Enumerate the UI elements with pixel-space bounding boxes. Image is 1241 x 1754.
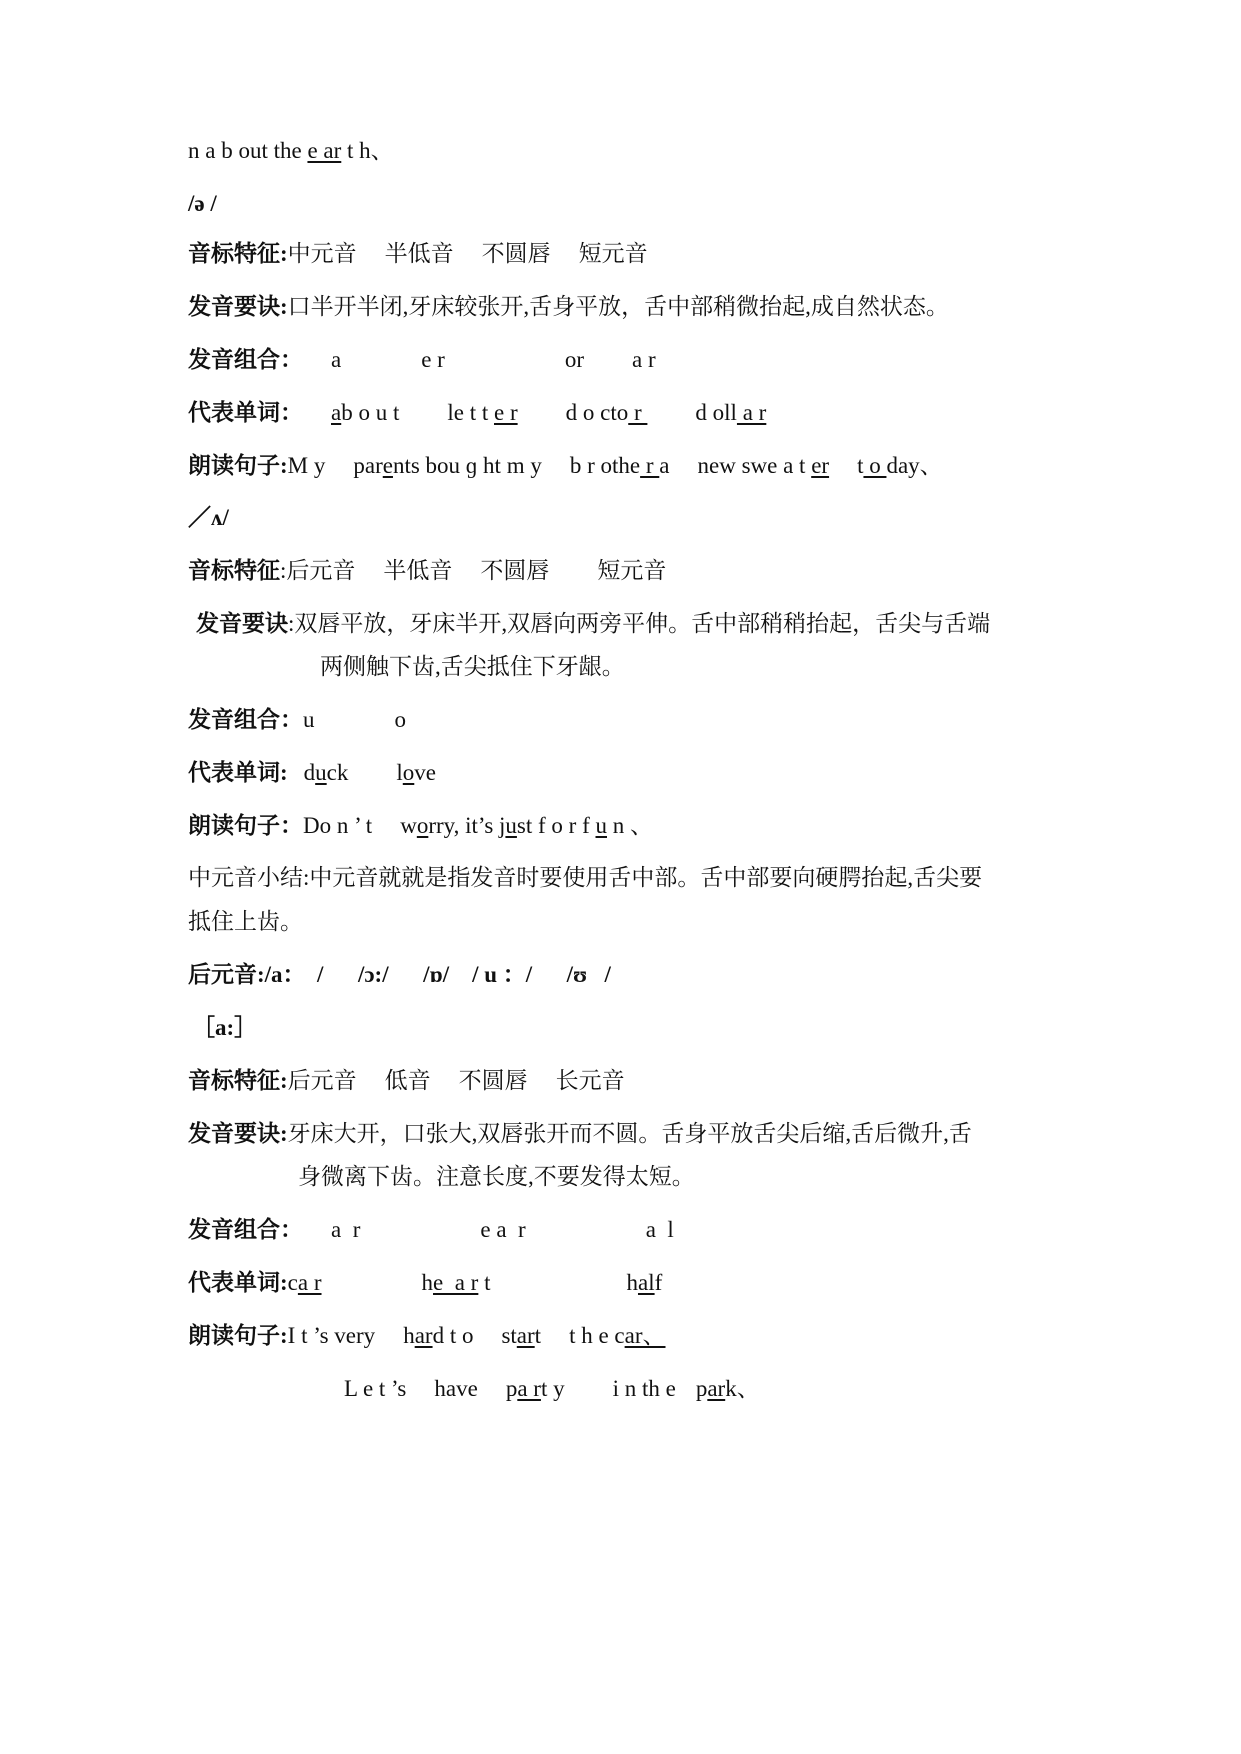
line-back-vowels: 后元音:/a： / /ɔ:/ /ɒ/ / u ：/ /ʊ / — [188, 962, 611, 987]
line-summary: 中元音小结:中元音就就是指发音时要使用舌中部。舌中部要向硬腭抬起,舌尖要 — [188, 865, 983, 890]
line-earth: n a b out the e ar t h、 — [188, 138, 394, 163]
line-words-wedge: 代表单词: duck love — [188, 760, 436, 785]
line-features-a-long: 音标特征:后元音 低音 不圆唇 长元音 — [188, 1068, 625, 1093]
line-tips-a-long-cont: 身微离下齿。注意长度,不要发得太短。 — [298, 1164, 695, 1189]
phonetic-heading-wedge: ／ʌ/ — [188, 505, 229, 530]
phonetic-heading-a-long: ［a:］ — [192, 1015, 258, 1040]
line-words-schwa: 代表单词： ab o u t le t t e r d o cto r d oll a r — [188, 400, 767, 425]
line-tips-wedge: 发音要诀:双唇平放，牙床半开,双唇向两旁平伸。舌中部稍稍抬起，舌尖与舌端 — [196, 611, 991, 636]
line-tips-wedge-cont: 两侧触下齿,舌尖抵住下牙龈。 — [320, 654, 625, 679]
line-tips-a-long: 发音要诀:牙床大开，口张大,双唇张开而不圆。舌身平放舌尖后缩,舌后微升,舌 — [188, 1121, 972, 1146]
line-features-wedge: 音标特征:后元音 半低音 不圆唇 短元音 — [188, 558, 667, 583]
line-combos-schwa: 发音组合： a e r or a r — [188, 347, 656, 372]
line-combos-wedge: 发音组合：u o — [188, 707, 406, 732]
line-words-a-long: 代表单词:ca r he a r t half — [188, 1270, 663, 1295]
line-features-schwa: 音标特征:中元音 半低音 不圆唇 短元音 — [188, 241, 648, 266]
line-sentence-a-long: 朗读句子:I t ’s very hard t o start t h e car、 — [188, 1323, 666, 1348]
line-combos-a-long: 发音组合： a r e a r a l — [188, 1217, 674, 1242]
line-sentence-wedge: 朗读句子：Do n ’ t worry, it’s just f o r f u n 、 — [188, 813, 653, 838]
line-sentence-a-long-2: L e t ’s have pa rt y i n th e park、 — [344, 1376, 760, 1401]
line-tips-schwa: 发音要诀:口半开半闭,牙床较张开,舌身平放，舌中部稍微抬起,成自然状态。 — [188, 294, 949, 319]
line-sentence-schwa: 朗读句子:M y parents bou ɡ ht m y b r othe r a new swe a t er t o day、 — [188, 453, 943, 478]
line-summary-cont: 抵住上齿。 — [188, 909, 303, 934]
phonetic-heading-schwa: /ə / — [188, 191, 217, 216]
